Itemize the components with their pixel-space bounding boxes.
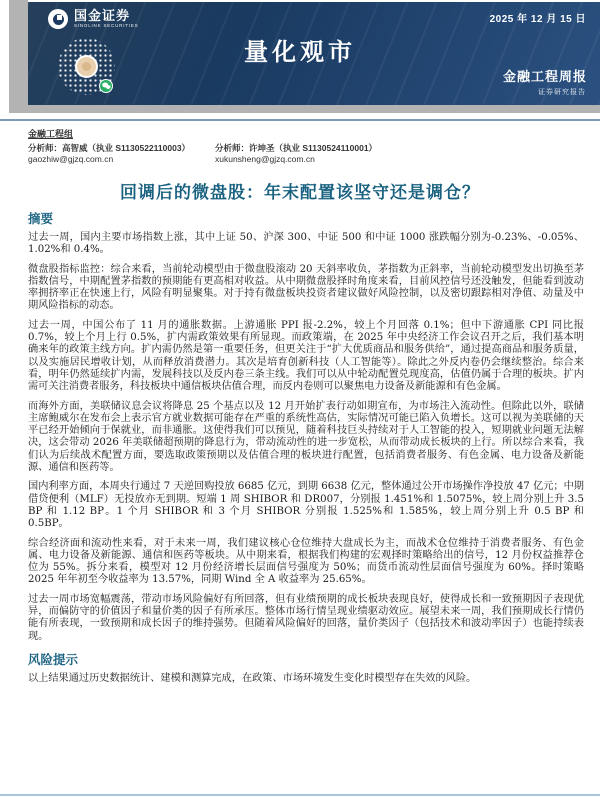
analyst-group-name: 金融工程组 bbox=[28, 129, 74, 139]
summary-paragraph: 综合经济面和流动性来看，对于未来一周，我们建议核心仓位维持大盘成长为主，而战术仓位维持于消费者服务、有色金属、电力设备及新能源、通信和医药等板块。从中期来看，根据我们构建的宏观择时策略给出的信号，12 月份权益推荐仓位为 55%。拆分来看，模型对 12 月份经济增长层面信号强度为 50%；而货币流动性层面信号强度为 60%。择时策略 2025 年年初至今收益率为 13.57%，同期 Wind 全 A 收益率为 25.65%。 bbox=[28, 537, 584, 586]
summary-paragraph: 过去一周，中国公布了 11 月的通胀数据。上游通胀 PPI 报-2.2%，较上个月回落 0.1%；但中下游通胀 CPI 同比报 0.7%，较上个月上行 0.5%，扩内需政策效果有所显现。而政策端，在 2025 年中央经济工作会议召开之后，我们基本明确来年的政策主线方向。扩内需仍然是第一重要任务，但更关注于“扩大优质商品和服务供给”，通过提高商品和服务质量，以及实施居民增收计划，从而释放消费潜力。其次是培育创新科技（人工智能等）。除此之外反内卷仍会继续整治。综合来看，明年仍然延续扩内需，发展科技以及反内卷三条主线。我们可以从中轮动配置兑现度高，估值仍属于合理的板块。扩内需可关注消费者服务，科技板块中通信板块估值合理，而反内卷则可以聚焦电力设备及新能源和有色金属。 bbox=[28, 319, 584, 393]
brand-logo bbox=[48, 9, 138, 29]
brand-subtitle: SINOLINK SECURITIES bbox=[74, 23, 139, 28]
banner-shadow-left bbox=[9, 0, 28, 113]
footer-rule bbox=[0, 794, 600, 796]
analyst-names-row bbox=[28, 143, 584, 154]
brand-name: 国金证券 bbox=[74, 8, 131, 23]
wechat-bubbles-glyph bbox=[102, 82, 111, 90]
wechat-icon bbox=[99, 79, 113, 93]
analyst-2-line: 分析师：许坤圣（执业 S1130524110001） bbox=[215, 143, 378, 153]
report-body bbox=[28, 209, 584, 692]
report-title: 回调后的微盘股：年末配置该坚守还是调仓？ bbox=[120, 183, 480, 202]
banner-title: 量化观市 bbox=[244, 39, 356, 66]
summary-paragraph: 国内利率方面，本周央行通过 7 天逆回购投放 6685 亿元，到期 6638 亿元，整体通过公开市场操作净投放 47 亿元；中期借贷便利（MLF）无投放亦无到期。短端 1 周 SHIBOR 和 DR007，分别报 1.451%和 1.5075%，较上周分别上升 3.5 BP 和 1.12 BP。1 个月 SHIBOR 和 3 个月 SHIBOR 分别报 1.525%和 1.585%，较上周分别上升 0.5 BP 和 0.5BP。 bbox=[28, 481, 584, 530]
header-divider-rule bbox=[0, 119, 600, 121]
risk-text: 以上结果通过历史数据统计、建模和测算完成，在政策、市场环境发生变化时模型存在失效的风险。 bbox=[28, 672, 477, 684]
report-tag: 证券研究报告 bbox=[538, 89, 586, 96]
brand-text bbox=[74, 9, 138, 28]
banner-shadow-bottom bbox=[9, 105, 600, 113]
summary-paragraph: 微盘股指标监控：综合来看，当前轮动模型由于微盘股滚动 20 天斜率收负，茅指数为正斜率，当前轮动模型发出切换至茅指数信号，中期配置茅指数的预期能有更高相对收益。从中期微盘股择时角度来看，目前风控信号还没触发，但能看到波动率拥挤率正在快速上行，风险有明显聚集。对于持有微盘板块投资者建议做好风险控制，以及密切跟踪相对净值、动量及中期风险指标的动态。 bbox=[28, 263, 584, 312]
analyst-1-line: 分析师：高智威（执业 S1130522110003） bbox=[28, 143, 191, 153]
analyst-1-email: gaozhiw@gjzq.com.cn bbox=[28, 154, 114, 164]
summary-paragraph: 而海外方面，美联储议息会议将降息 25 个基点以及 12 月开始扩表行动如期宣布，为市场注入流动性。但除此以外，联储主席鲍威尔在发布会上表示官方就业数据可能存在严重的系统性高估，实际情况可能已陷入负增长。这可以视为美联储的天平已经开始倾向于保就业，而非通胀。这使得我们可以预见，随着科技巨头持续对于人工智能的投入，短期就业问题无法解决，这会带动 2026 年美联储超预期的降息行为，带动流动性的进一步宽松，从而带动成长板块的上行。所以综合来看，我们认为后续战术配置方面，要选取政策预期以及估值合理的板块进行配置，包括消费者服务、有色金属、电力设备及新能源、通信和医药等。 bbox=[28, 400, 584, 474]
analyst-2-email: xukunsheng@gjzq.com.cn bbox=[215, 154, 315, 164]
header-banner bbox=[28, 2, 600, 105]
summary-paragraph: 过去一周市场宽幅震荡，带动市场风险偏好有所回落，但有业绩预期的成长板块表现良好，使得成长和一致预期因子表现优异，而偏防守的价值因子和量价类的因子有所承压。整体市场行情呈现业绩驱动效应。展望未来一周，我们预期成长行情仍能有所表现，一致预期和成长因子的维持强势。但随着风险偏好的回落，量价类因子（包括技术和波动率因子）也能持续表现。 bbox=[28, 593, 584, 642]
analyst-block bbox=[28, 127, 584, 165]
summary-heading: 摘要 bbox=[28, 212, 54, 226]
analyst-emails-row bbox=[28, 154, 584, 165]
sinolink-logo-icon bbox=[48, 9, 68, 29]
report-date: 2025 年 12 月 15 日 bbox=[489, 14, 586, 25]
report-type: 金融工程周报 bbox=[502, 69, 587, 84]
risk-heading: 风险提示 bbox=[28, 652, 79, 667]
summary-paragraph: 过去一周，国内主要市场指数上涨，其中上证 50、沪深 300、中证 500 和中证 1000 涨跌幅分别为-0.23%、-0.05%、1.02%和 0.4%。 bbox=[28, 232, 584, 256]
